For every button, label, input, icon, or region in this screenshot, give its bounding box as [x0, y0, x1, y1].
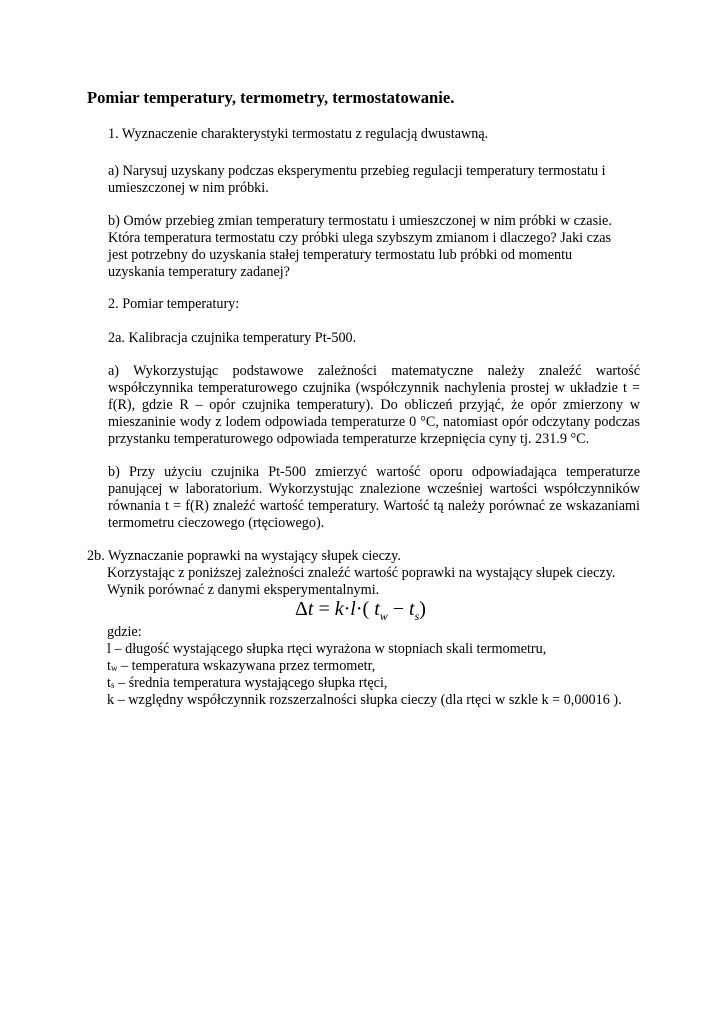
- definition-k: k – względny współczynnik rozszerzalności słupka cieczy (dla rtęci w szkle k = 0,00016 ).: [107, 692, 622, 708]
- definition-tw-symbol: t: [107, 658, 111, 674]
- definitions: [107, 624, 667, 709]
- item-2b: [87, 548, 647, 599]
- item-2: 2. Pomiar temperatury:: [108, 296, 240, 312]
- formula-tw: t: [374, 598, 380, 620]
- definition-ts-text: – średnia temperatura wystającego słupka rtęci,: [114, 675, 388, 691]
- definition-ts-subscript: s: [110, 680, 115, 690]
- item-2b-line: Wynik porównać z danymi eksperymentalnymi.: [107, 582, 380, 598]
- definition-ts: [107, 675, 667, 692]
- formula-dot: ·: [355, 598, 363, 620]
- item-2b-line: Korzystając z poniższej zależności znaleźć wartość poprawki na wystający słupek cieczy.: [107, 565, 616, 581]
- formula-ts-sub: s: [414, 609, 420, 623]
- formula-minus: −: [387, 598, 410, 620]
- definitions-heading: gdzie:: [107, 624, 142, 640]
- item-1b: [108, 213, 640, 281]
- item-1: 1. Wyznaczenie charakterystyki termostatu z regulacją dwustawną.: [108, 126, 489, 142]
- formula-l: l: [350, 598, 356, 620]
- item-1a-line: a) Narysuj uzyskany podczas eksperymentu przebieg regulacji temperatury termostatu i: [108, 163, 606, 179]
- definition-tw-subscript: w: [110, 663, 118, 673]
- item-1b-line: jest potrzebny do uzyskania stałej temperatury termostatu lub próbki od momentu: [108, 247, 573, 263]
- formula-dot: ·: [343, 598, 351, 620]
- formula-close-paren: ): [419, 598, 426, 620]
- definition-tw: [107, 658, 667, 675]
- item-2a-a: a) Wykorzystując podstawowe zależności matematyczne należy znaleźć wartość współczynnika temperaturowego czujnika (współczynnik nachylenia prostej w układzie t = f(R), gdzie R – opór czujnika temperatury). Do obliczeń przyjąć, że opór zmierzony w mieszaninie wody z lodem odpowiada temperaturze 0 °C, natomiast opór odczytany podczas przystanku temperaturowego odpowiada temperaturze krzepnięcia cyny tj. 231.9 °C.: [108, 363, 640, 447]
- item-1b-line: b) Omów przebieg zmian temperatury termostatu i umieszczonej w nim próbki w czasie.: [108, 213, 612, 229]
- item-1b-line: uzyskania temperatury zadanej?: [108, 264, 290, 280]
- item-2a: 2a. Kalibracja czujnika temperatury Pt-500.: [108, 330, 357, 346]
- formula-t: t: [307, 598, 314, 620]
- definition-tw-text: – temperatura wskazywana przez termometr,: [117, 658, 376, 674]
- formula-ts: t: [409, 598, 415, 620]
- formula-delta: Δ: [295, 598, 308, 620]
- definition-l: l – długość wystającego słupka rtęci wyrażona w stopniach skali termometru,: [107, 641, 547, 657]
- formula-tw-sub: w: [379, 609, 388, 623]
- item-1b-line: Która temperatura termostatu czy próbki ulega szybszym zmianom i dlaczego? Jaki czas: [108, 230, 612, 246]
- formula-k: k: [334, 598, 344, 620]
- definition-ts-symbol: t: [107, 675, 111, 691]
- document-title: Pomiar temperatury, termometry, termostatowanie.: [87, 88, 455, 107]
- item-1a: [108, 163, 640, 197]
- item-2a-b: b) Przy użyciu czujnika Pt-500 zmierzyć wartość oporu odpowiadająca temperaturze panującej w laboratorium. Wykorzystując znalezione wcześniej wartości współczynników równania t = f(R) znaleźć wartość temperatury. Wartość tą należy porównać ze wskazaniami termometru cieczowego (rtęciowego).: [108, 464, 640, 531]
- formula-open-paren: (: [362, 598, 375, 620]
- item-1a-line: umieszczonej w nim próbki.: [108, 180, 269, 196]
- item-2b-heading: 2b. Wyznaczanie poprawki na wystający słupek cieczy.: [87, 548, 401, 564]
- formula-eq: =: [313, 598, 335, 620]
